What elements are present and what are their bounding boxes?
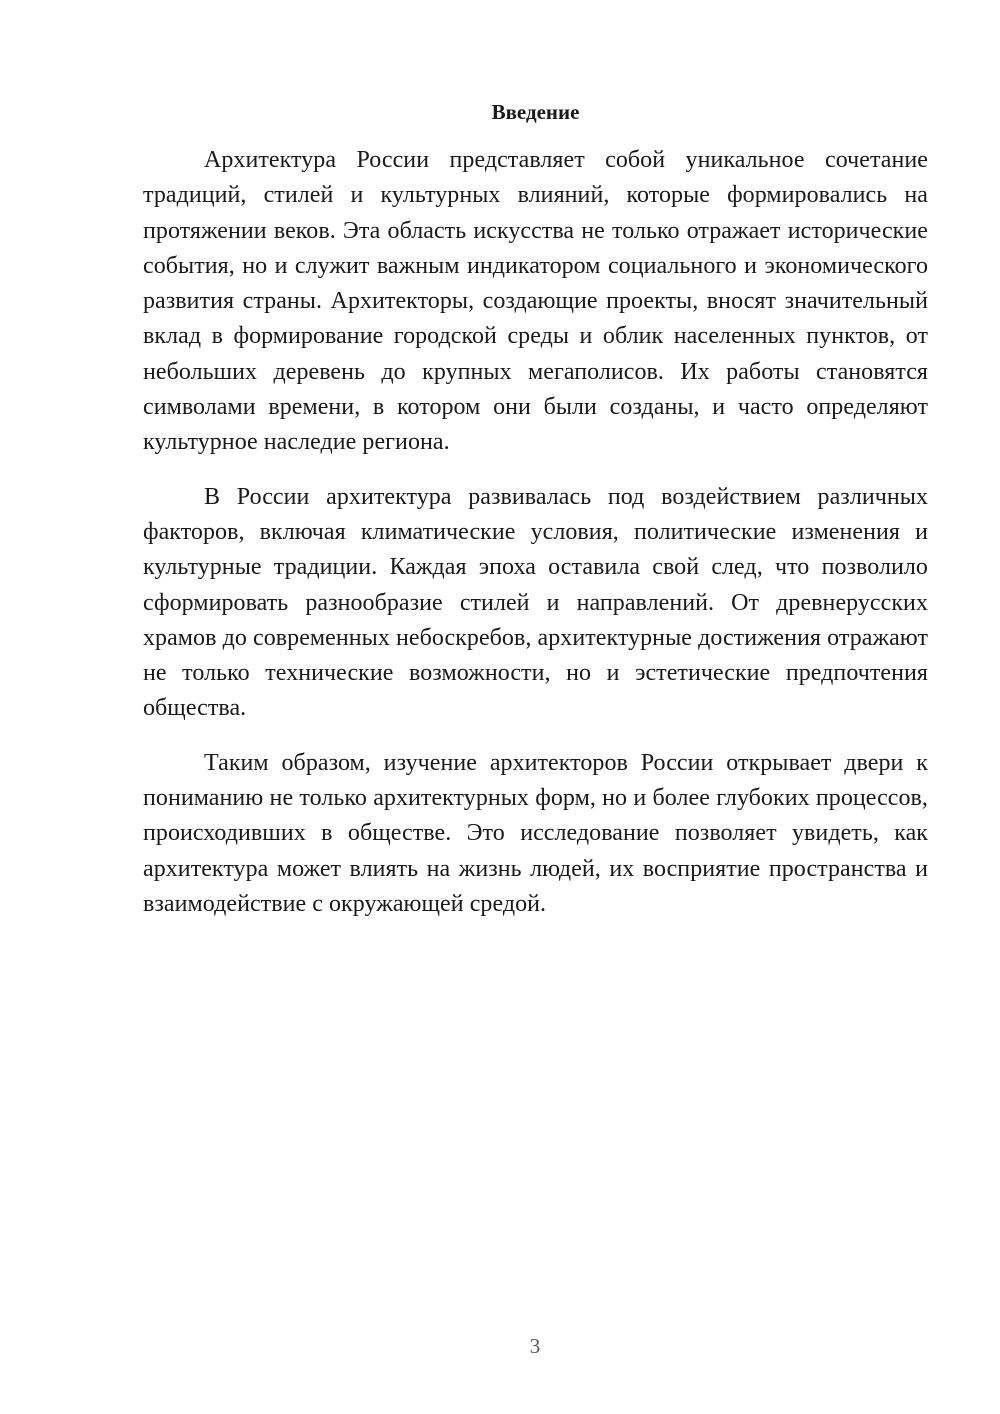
paragraph-3: Таким образом, изучение архитекторов России открывает двери к пониманию не только архитектурных форм, но и более глубоких процессов, происходивших в обществе. Это исследование позволяет увидеть, как архитектура может влиять на жизнь людей, их восприятие пространства и взаимодействие с окружающей средой.	[143, 749, 928, 917]
body-text	[143, 143, 928, 941]
page-number: 3	[529, 1334, 541, 1358]
paragraph-2: В России архитектура развивалась под воздействием различных факторов, включая климатические условия, политические изменения и культурные традиции. Каждая эпоха оставила свой след, что позволило сформировать разнообразие стилей и направлений. От древнерусских храмов до современных небоскребов, архитектурные достижения отражают не только технические возможности, но и эстетические предпочтения общества.	[143, 483, 928, 722]
section-heading: Введение	[491, 100, 580, 124]
paragraph-1: Архитектура России представляет собой уникальное сочетание традиций, стилей и культурных влияний, которые формировались на протяжении веков. Эта область искусства не только отражает исторические события, но и служит важным индикатором социального и экономического развития страны. Архитекторы, создающие проекты, вносят значительный вклад в формирование городской среды и облик населенных пунктов, от небольших деревень до крупных мегаполисов. Их работы становятся символами времени, в котором они были созданы, и часто определяют культурное наследие региона.	[143, 147, 928, 456]
